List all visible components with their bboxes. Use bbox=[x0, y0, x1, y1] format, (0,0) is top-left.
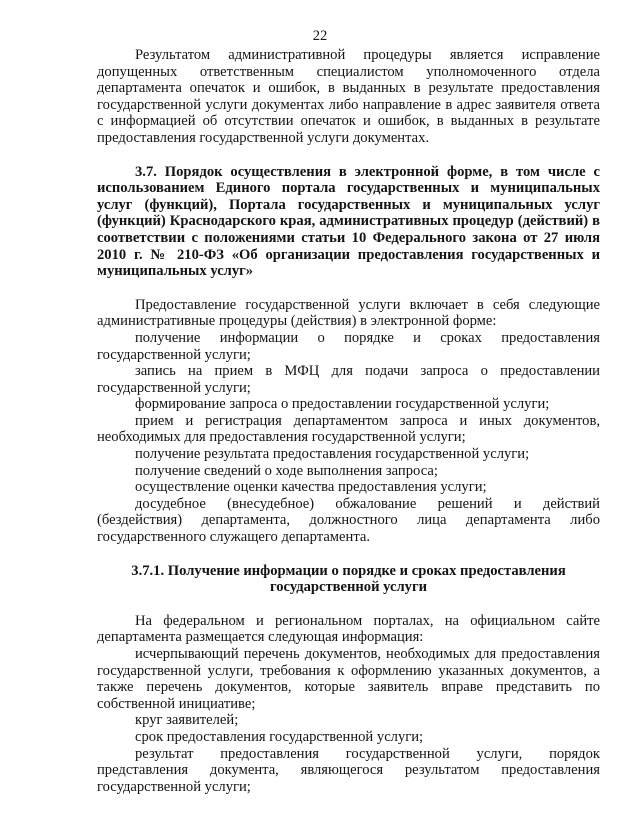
procedure-item: запись на прием в МФЦ для подачи запроса о предоставлении государственной услуги; bbox=[97, 363, 600, 396]
section-heading-3-7-1 bbox=[97, 563, 600, 596]
section-heading-3-7: 3.7. Порядок осуществления в электронной форме, в том числе с использованием Единого портала государственных и муниципальных услуг (функций), Портала государственных и муниципальных услуг (функций) Краснодарского края, административных процедур (действий) в соответствии с положениями статьи 10 Федерального закона от 27 июля 2010 г. № 210-ФЗ «Об организации предоставления государственных и муниципальных услуг» bbox=[97, 163, 600, 280]
procedure-item: получение сведений о ходе выполнения запроса; bbox=[135, 462, 438, 479]
heading-line: 3.7.1. Получение информации о порядке и сроках предоставления bbox=[131, 562, 566, 579]
procedure-item: осуществление оценки качества предоставления услуги; bbox=[135, 479, 487, 496]
procedure-item: формирование запроса о предоставлении государственной услуги; bbox=[135, 396, 550, 413]
info-item: круг заявителей; bbox=[135, 712, 239, 729]
paragraph-portals: На федеральном и региональном порталах, на официальном сайте департамента размещается следующая информация: bbox=[97, 612, 600, 646]
procedure-item: прием и регистрация департаментом запроса и иных документов, необходимых для предоставления государственной услуги; bbox=[97, 412, 600, 446]
info-item: результат предоставления государственной услуги, порядок представления документа, являющегося результатом предоставления государственной услуги; bbox=[97, 745, 600, 795]
paragraph-result: Результатом административной процедуры является исправление допущенных ответственным специалистом уполномоченного отдела департамента опечаток и ошибок, в выданных в результате предоставления государственной услуги документах либо направление в адрес заявителя ответа с информацией об отсутствии опечаток и ошибок, в выданных в результате предоставления государственной услуги документах. bbox=[97, 47, 600, 146]
procedure-item: получение результата предоставления государственной услуги; bbox=[135, 446, 530, 463]
heading-line: государственной услуги bbox=[269, 579, 428, 596]
procedure-item: получение информации о порядке и сроках предоставления государственной услуги; bbox=[97, 329, 600, 363]
procedure-item: досудебное (внесудебное) обжалование решений и действий (бездействия) департамента, должностного лица департамента либо государственного служащего департамента. bbox=[97, 495, 600, 546]
page-number: 22 bbox=[312, 28, 328, 44]
paragraph-intro: Предоставление государственной услуги включает в себя следующие административные процедуры (действия) в электронной форме: bbox=[97, 296, 600, 330]
info-item: исчерпывающий перечень документов, необходимых для предоставления государственной услуги, требования к оформлению указанных документов, а также перечень документов, которые заявитель вправе представить по собственной инициативе; bbox=[97, 646, 600, 712]
document-body bbox=[97, 47, 600, 795]
info-item: срок предоставления государственной услуги; bbox=[135, 728, 424, 745]
